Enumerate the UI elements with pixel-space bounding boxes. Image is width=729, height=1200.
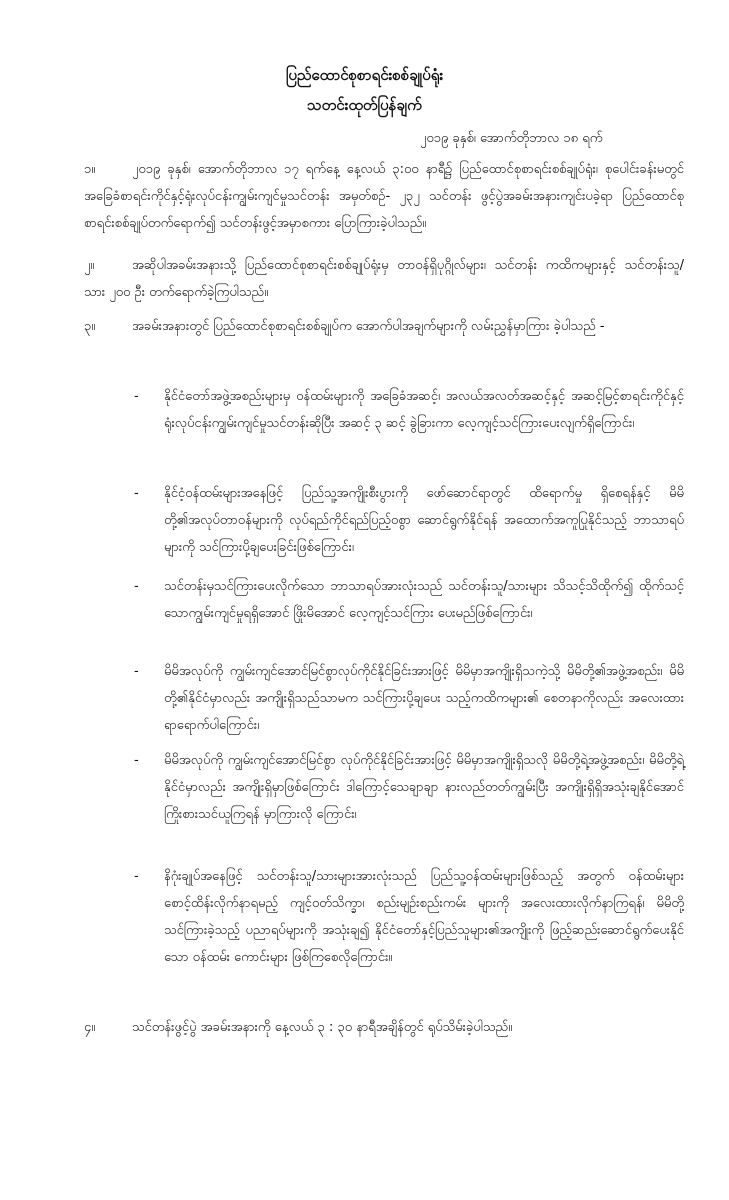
- bullet-text: သင်တန်းမှသင်ကြားပေးလိုက်သော ဘာသာရပ်အားလုံးသည် သင်တန်းသူ/သားများ သိသင့်သိထိုက်၍ ထိုက်သင့်သောကျွမ်းကျင်မှုရရှိအောင် ဖြိုးမိအောင် လေ့ကျင့်သင်ကြား ပေးမည်ဖြစ်ကြောင်း၊: [164, 579, 684, 621]
- bullet-text: နိုင်ငံ့ဝန်ထမ်းများအနေဖြင့် ပြည်သူ့အကျိုးစီးပွားကို ဖော်ဆောင်ရာတွင် ထိရောက်မှု ရှိစေရန်နှင့် မိမိတို့၏အလုပ်တာဝန်များကို လုပ်ရည်ကိုင်ရည်ပြည့်ဝစွာ ဆောင်ရွက်နိုင်ရန် အထောက်အကူပြုနိုင်သည့် ဘာသာရပ်များကို သင်ကြားပို့ချပေးခြင်းဖြစ်ကြောင်း၊: [164, 486, 684, 555]
- bullet-item: - သင်တန်းမှသင်ကြားပေးလိုက်သော ဘာသာရပ်အားလုံးသည် သင်တန်းသူ/သားများ သိသင့်သိထိုက်၍ ထိုက်သင့်သောကျွမ်းကျင်မှုရရှိအောင် ဖြိုးမိအောင် လေ့ကျင့်သင်ကြား ပေးမည်ဖြစ်ကြောင်း၊: [140, 573, 684, 627]
- bullet-item: - နိုင်ငံ့ဝန်ထမ်းများအနေဖြင့် ပြည်သူ့အကျိုးစီးပွားကို ဖော်ဆောင်ရာတွင် ထိရောက်မှု ရှိစေရန်နှင့် မိမိတို့၏အလုပ်တာဝန်များကို လုပ်ရည်ကိုင်ရည်ပြည့်ဝစွာ ဆောင်ရွက်နိုင်ရန် အထောက်အကူပြုနိုင်သည့် ဘာသာရပ်များကို သင်ကြားပို့ချပေးခြင်းဖြစ်ကြောင်း၊: [140, 480, 684, 561]
- paragraph-4: [84, 1014, 684, 1041]
- bullet-item: - နိဂုံးချုပ်အနေဖြင့် သင်တန်းသူ/သားများအားလုံးသည် ပြည်သူ့ဝန်ထမ်းများဖြစ်သည့် အတွက် ဝန်ထမ်းများ စောင့်ထိန်းလိုက်နာရမည့် ကျင့်ဝတ်သိက္ခာ၊ စည်းမျဉ်းစည်းကမ်း များကို အလေးထားလိုက်နာကြရန်၊ မိမိတို့သင်ကြားခဲ့သည့် ပညာရပ်များကို အသုံးချ၍ နိုင်ငံတော်နှင့်ပြည်သူများ၏အကျိုးကို ဖြည့်ဆည်းဆောင်ရွက်ပေးနိုင်သော ဝန်ထမ်း ကောင်းများ ဖြစ်ကြစေလိုကြောင်း။: [140, 863, 684, 971]
- paragraph-number: ၄။: [84, 1020, 96, 1035]
- document-date: ၂၀၁၉ ခုနှစ်၊ အောက်တိုဘာလ ၁၈ ရက်: [420, 131, 603, 146]
- paragraph-number: ၃။: [84, 319, 96, 334]
- paragraph-text: ၂၀၁၉ ခုနှစ်၊ အောက်တိုဘာလ ၁၇ ရက်နေ့ နေ့လယ် ၃:၀၀ နာရီ၌ ပြည်ထောင်စုစာရင်းစစ်ချုပ်ရုံး၊ စုပေါင်းခန်းမတွင် အခြေခံစာရင်းကိုင်နှင့်ရုံးလုပ်ငန်းကျွမ်းကျင်မှုသင်တန်း အမှတ်စဉ်- ၂၃၂ သင်တန်း ဖွင့်ပွဲအခမ်းအနားကျင်းပခဲ့ရာ ပြည်ထောင်စုစာရင်းစစ်ချုပ်တက်ရောက်၍ သင်တန်းဖွင့်အမှာစကား ပြောကြားခဲ့ပါသည်။: [84, 162, 684, 231]
- paragraph-number: ၁။: [84, 162, 96, 177]
- bullet-item: - နိုင်ငံတော်အဖွဲ့အစည်းများမှ ဝန်ထမ်းများကို အခြေခံအဆင့်၊ အလယ်အလတ်အဆင့်နှင့် အဆင့်မြင့်စာရင်းကိုင်နှင့်ရုံးလုပ်ငန်းကျွမ်းကျင်မှုသင်တန်းဆိုပြီး အဆင့် ၃ ဆင့် ခွဲခြားကာ လေ့ကျင့်သင်ကြားပေးလျက်ရှိကြောင်း၊: [140, 383, 684, 437]
- document-title: ပြည်ထောင်စုစာရင်းစစ်ချုပ်ရုံး: [285, 66, 444, 84]
- document-subtitle: သတင်းထုတ်ပြန်ချက်: [307, 96, 422, 114]
- bullet-text: မိမိအလုပ်ကို ကျွမ်းကျင်အောင်မြင်စွာ လုပ်ကိုင်နိုင်ခြင်းအားဖြင့် မိမိမှာအကျိုးရှိသလို မိမိတို့ရဲ့အဖွဲ့အစည်း၊ မိမိတို့ရဲ့နိုင်ငံမှာလည်း အကျိုးရှိမှာဖြစ်ကြောင်း ဒါကြောင့်သေချာချာ နားလည်တတ်ကျွမ်းပြီး အကျိုးရှိရှိအသုံးချနိုင်အောင် ကြိုးစားသင်ယူကြရန် မှာကြားလို ကြောင်း၊: [164, 753, 684, 822]
- bullet-text: နိဂုံးချုပ်အနေဖြင့် သင်တန်းသူ/သားများအားလုံးသည် ပြည်သူ့ဝန်ထမ်းများဖြစ်သည့် အတွက် ဝန်ထမ်းများ စောင့်ထိန်းလိုက်နာရမည့် ကျင့်ဝတ်သိက္ခာ၊ စည်းမျဉ်းစည်းကမ်း များကို အလေးထားလိုက်နာကြရန်၊ မိမိတို့သင်ကြားခဲ့သည့် ပညာရပ်များကို အသုံးချ၍ နိုင်ငံတော်နှင့်ပြည်သူများ၏အကျိုးကို ဖြည့်ဆည်းဆောင်ရွက်ပေးနိုင်သော ဝန်ထမ်း ကောင်းများ ဖြစ်ကြစေလိုကြောင်း။: [164, 869, 684, 965]
- bullet-text: နိုင်ငံတော်အဖွဲ့အစည်းများမှ ဝန်ထမ်းများကို အခြေခံအဆင့်၊ အလယ်အလတ်အဆင့်နှင့် အဆင့်မြင့်စာရင်းကိုင်နှင့်ရုံးလုပ်ငန်းကျွမ်းကျင်မှုသင်တန်းဆိုပြီး အဆင့် ၃ ဆင့် ခွဲခြားကာ လေ့ကျင့်သင်ကြားပေးလျက်ရှိကြောင်း၊: [164, 389, 684, 431]
- paragraph-number: ၂။: [84, 258, 95, 273]
- bullet-item: - မိမိအလုပ်ကို ကျွမ်းကျင်အောင်မြင်စွာ လုပ်ကိုင်နိုင်ခြင်းအားဖြင့် မိမိမှာအကျိုးရှိသလို မိမိတို့ရဲ့အဖွဲ့အစည်း၊ မိမိတို့ရဲ့နိုင်ငံမှာလည်း အကျိုးရှိမှာဖြစ်ကြောင်း ဒါကြောင့်သေချာချာ နားလည်တတ်ကျွမ်းပြီး အကျိုးရှိရှိအသုံးချနိုင်အောင် ကြိုးစားသင်ယူကြရန် မှာကြားလို ကြောင်း၊: [140, 747, 684, 828]
- paragraph-1: [84, 156, 684, 237]
- bullet-item: - မိမိအလုပ်ကို ကျွမ်းကျင်အောင်မြင်စွာလုပ်ကိုင်နိုင်ခြင်းအားဖြင့် မိမိမှာအကျိုးရှိသကဲ့သို့ မိမိတို့၏အဖွဲ့အစည်း၊ မိမိတို့၏နိုင်ငံမှာလည်း အကျိုးရှိသည်သာမက သင်ကြားပို့ချပေး သည့်ကထိကများ၏ စေတနာကိုလည်း အလေးထားရာရောက်ပါကြောင်း၊: [140, 658, 684, 739]
- paragraph-text: အခမ်းအနားတွင် ပြည်ထောင်စုစာရင်းစစ်ချုပ်က အောက်ပါအချက်များကို လမ်းညွှန်မှာကြား ခဲ့ပါသည် -: [132, 319, 605, 334]
- bullet-text: မိမိအလုပ်ကို ကျွမ်းကျင်အောင်မြင်စွာလုပ်ကိုင်နိုင်ခြင်းအားဖြင့် မိမိမှာအကျိုးရှိသကဲ့သို့ မိမိတို့၏အဖွဲ့အစည်း၊ မိမိတို့၏နိုင်ငံမှာလည်း အကျိုးရှိသည်သာမက သင်ကြားပို့ချပေး သည့်ကထိကများ၏ စေတနာကိုလည်း အလေးထားရာရောက်ပါကြောင်း၊: [164, 664, 684, 733]
- paragraph-text: သင်တန်းဖွင့်ပွဲ အခမ်းအနားကို နေ့လယ် ၃ : ၃၀ နာရီအချိန်တွင် ရုပ်သိမ်းခဲ့ပါသည်။: [132, 1020, 513, 1035]
- paragraph-2: [84, 252, 684, 306]
- paragraph-3: [84, 313, 684, 340]
- paragraph-text: အဆိုပါအခမ်းအနားသို့ ပြည်ထောင်စုစာရင်းစစ်ချုပ်ရုံးမှ တာဝန်ရှိပုဂ္ဂိုလ်များ၊ သင်တန်း ကထိကများနှင့် သင်တန်းသူ/ သား ၂၀၀ ဦး တက်ရောက်ခဲ့ကြပါသည်။: [84, 258, 684, 300]
